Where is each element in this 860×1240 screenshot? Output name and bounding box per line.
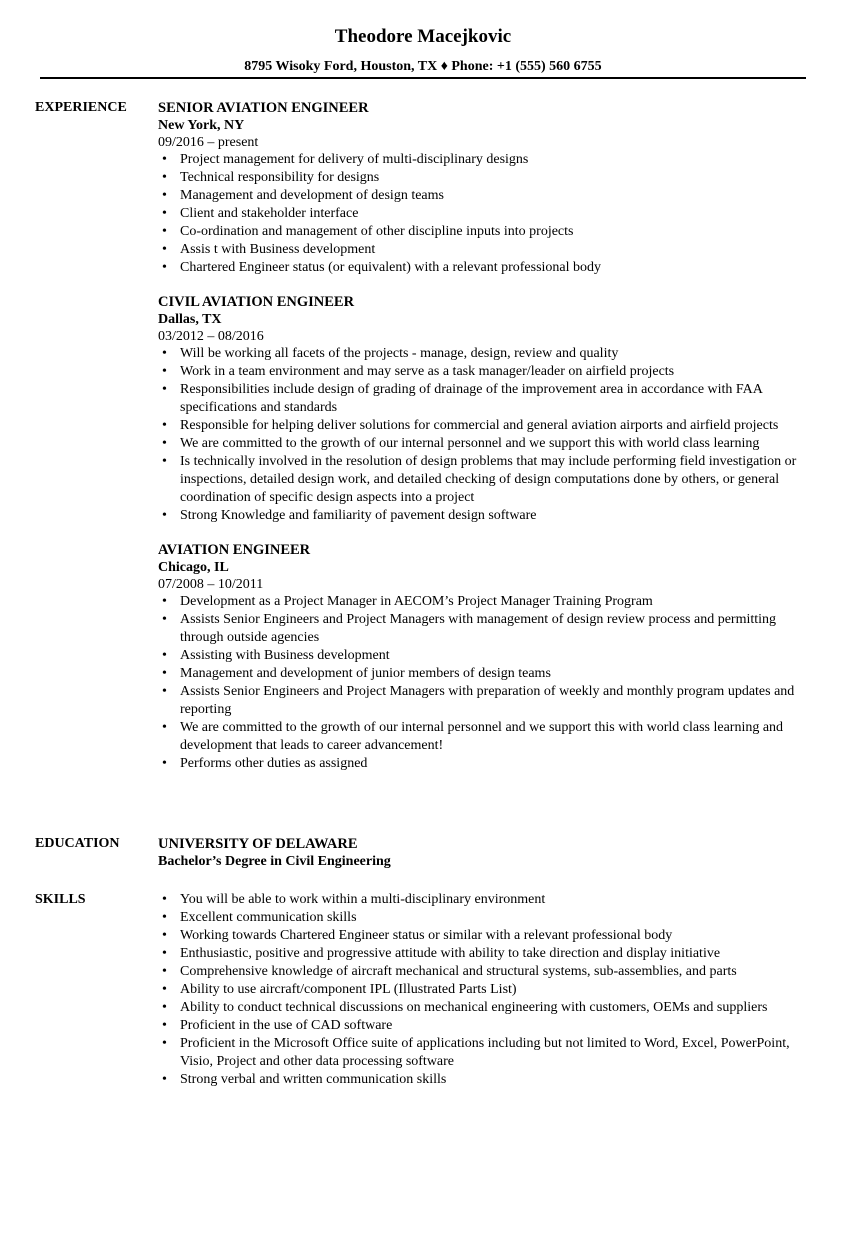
bullet-text: Management and development of junior members of design teams (180, 666, 551, 681)
bullet-icon: • (162, 982, 167, 997)
job-location: Dallas, TX (158, 312, 222, 327)
skill-text: Ability to use aircraft/component IPL (Illustrated Parts List) (180, 982, 517, 997)
bullet-icon: • (162, 1000, 167, 1015)
bullet-text: Is technically involved in the resolution of design problems that may include performing field investigation or inspections, detailed design work, and detailed checking of design computations done by others, or general coordination of specific design aspects into a project (180, 454, 797, 505)
list-item (158, 945, 810, 963)
list-item (158, 435, 810, 453)
skill-text: Proficient in the use of CAD software (180, 1018, 393, 1033)
bullet-icon: • (162, 206, 167, 221)
list-item (158, 999, 810, 1017)
bullet-text: Co-ordination and management of other discipline inputs into projects (180, 224, 574, 239)
bullet-text: We are committed to the growth of our internal personnel and we support this with world class learning and development that leads to career advancement! (180, 720, 784, 753)
section-label-education: EDUCATION (35, 836, 120, 851)
bullet-text: Assis t with Business development (180, 242, 376, 257)
experience-body (158, 99, 810, 789)
bullet-icon: • (162, 152, 167, 167)
bullet-text: Responsible for helping deliver solutions for commercial and general aviation airports and airfield projects (180, 418, 779, 433)
bullet-text: We are committed to the growth of our internal personnel and we support this with world class learning (180, 436, 760, 451)
list-item (158, 1017, 810, 1035)
bullet-text: Client and stakeholder interface (180, 206, 359, 221)
bullet-text: Chartered Engineer status (or equivalent) with a relevant professional body (180, 260, 602, 275)
job-dates: 09/2016 – present (158, 135, 259, 150)
school-name: UNIVERSITY OF DELAWARE (158, 836, 358, 852)
bullet-icon: • (162, 594, 167, 609)
bullet-icon: • (162, 648, 167, 663)
list-item (158, 345, 810, 363)
bullet-icon: • (162, 364, 167, 379)
bullet-text: Performs other duties as assigned (180, 756, 368, 771)
list-item (158, 593, 810, 611)
bullet-icon: • (162, 964, 167, 979)
degree-name: Bachelor’s Degree in Civil Engineering (158, 854, 391, 869)
list-item (158, 1071, 810, 1089)
bullet-text: Will be working all facets of the projects - manage, design, review and quality (180, 346, 619, 361)
resume-header (40, 25, 806, 76)
bullet-text: Responsibilities include design of grading of drainage of the improvement area in accordance with FAA specifications and standards (180, 382, 763, 415)
list-item (158, 909, 810, 927)
list-item (158, 381, 810, 417)
bullet-icon: • (162, 188, 167, 203)
list-item (158, 719, 810, 755)
section-label-experience: EXPERIENCE (35, 100, 127, 115)
list-item (158, 363, 810, 381)
bullet-icon: • (162, 170, 167, 185)
skill-text: Ability to conduct technical discussions on mechanical engineering with customers, OEMs and suppliers (180, 1000, 768, 1015)
skills-body (158, 891, 810, 1089)
bullet-icon: • (162, 436, 167, 451)
candidate-name: Theodore Macejkovic (334, 26, 512, 47)
skill-text: Strong verbal and written communication skills (180, 1072, 447, 1087)
list-item (158, 665, 810, 683)
job-entry (158, 99, 810, 277)
list-item (158, 151, 810, 169)
bullet-icon: • (162, 260, 167, 275)
job-title: CIVIL AVIATION ENGINEER (158, 294, 355, 310)
list-item (158, 453, 810, 507)
job-title: SENIOR AVIATION ENGINEER (158, 100, 369, 116)
job-dates: 03/2012 – 08/2016 (158, 329, 264, 344)
bullet-icon: • (162, 1018, 167, 1033)
list-item (158, 683, 810, 719)
list-item (158, 963, 810, 981)
bullet-icon: • (162, 346, 167, 361)
job-entry (158, 541, 810, 773)
list-item (158, 981, 810, 999)
bullet-icon: • (162, 454, 167, 469)
bullet-icon: • (162, 382, 167, 397)
bullet-text: Assisting with Business development (180, 648, 390, 663)
bullet-text: Technical responsibility for designs (180, 170, 380, 185)
bullet-icon: • (162, 612, 167, 627)
list-item (158, 647, 810, 665)
bullet-icon: • (162, 242, 167, 257)
section-label-skills: SKILLS (35, 892, 86, 907)
education-body (158, 835, 810, 870)
job-dates: 07/2008 – 10/2011 (158, 577, 264, 592)
bullet-icon: • (162, 756, 167, 771)
skill-text: Working towards Chartered Engineer status or similar with a relevant professional body (180, 928, 673, 943)
bullet-icon: • (162, 418, 167, 433)
bullet-icon: • (162, 1072, 167, 1087)
skill-text: Proficient in the Microsoft Office suite of applications including but not limited to Word, Excel, PowerPoint, Visio, Project and other data processing software (180, 1036, 790, 1069)
job-bullets (158, 593, 810, 773)
list-item (158, 417, 810, 435)
list-item (158, 891, 810, 909)
list-item (158, 1035, 810, 1071)
list-item (158, 205, 810, 223)
skill-text: You will be able to work within a multi-disciplinary environment (180, 892, 546, 907)
list-item (158, 755, 810, 773)
bullet-text: Strong Knowledge and familiarity of pavement design software (180, 508, 537, 523)
skill-text: Enthusiastic, positive and progressive attitude with ability to take direction and display initiative (180, 946, 721, 961)
skills-list (158, 891, 810, 1089)
bullet-text: Development as a Project Manager in AECOM’s Project Manager Training Program (180, 594, 653, 609)
job-entry (158, 293, 810, 525)
bullet-text: Assists Senior Engineers and Project Managers with preparation of weekly and monthly program updates and reporting (180, 684, 795, 717)
list-item (158, 259, 810, 277)
list-item (158, 611, 810, 647)
job-bullets (158, 151, 810, 277)
bullet-text: Assists Senior Engineers and Project Managers with management of design review process and permitting through outside agencies (180, 612, 777, 645)
bullet-icon: • (162, 946, 167, 961)
bullet-icon: • (162, 224, 167, 239)
contact-line: 8795 Wisoky Ford, Houston, TX ♦ Phone: +1 (555) 560 6755 (244, 59, 602, 74)
bullet-icon: • (162, 928, 167, 943)
job-location: New York, NY (158, 118, 245, 133)
bullet-text: Work in a team environment and may serve as a task manager/leader on airfield projects (180, 364, 675, 379)
list-item (158, 927, 810, 945)
skill-text: Excellent communication skills (180, 910, 357, 925)
list-item (158, 507, 810, 525)
bullet-icon: • (162, 1036, 167, 1051)
bullet-text: Project management for delivery of multi-disciplinary designs (180, 152, 529, 167)
bullet-icon: • (162, 720, 167, 735)
list-item (158, 169, 810, 187)
job-title: AVIATION ENGINEER (158, 542, 311, 558)
list-item (158, 187, 810, 205)
job-location: Chicago, IL (158, 560, 229, 575)
skill-text: Comprehensive knowledge of aircraft mechanical and structural systems, sub-assemblies, and parts (180, 964, 737, 979)
list-item (158, 223, 810, 241)
bullet-icon: • (162, 508, 167, 523)
bullet-icon: • (162, 684, 167, 699)
bullet-icon: • (162, 910, 167, 925)
bullet-icon: • (162, 666, 167, 681)
bullet-text: Management and development of design teams (180, 188, 444, 203)
header-divider (40, 77, 806, 79)
bullet-icon: • (162, 892, 167, 907)
job-bullets (158, 345, 810, 525)
list-item (158, 241, 810, 259)
